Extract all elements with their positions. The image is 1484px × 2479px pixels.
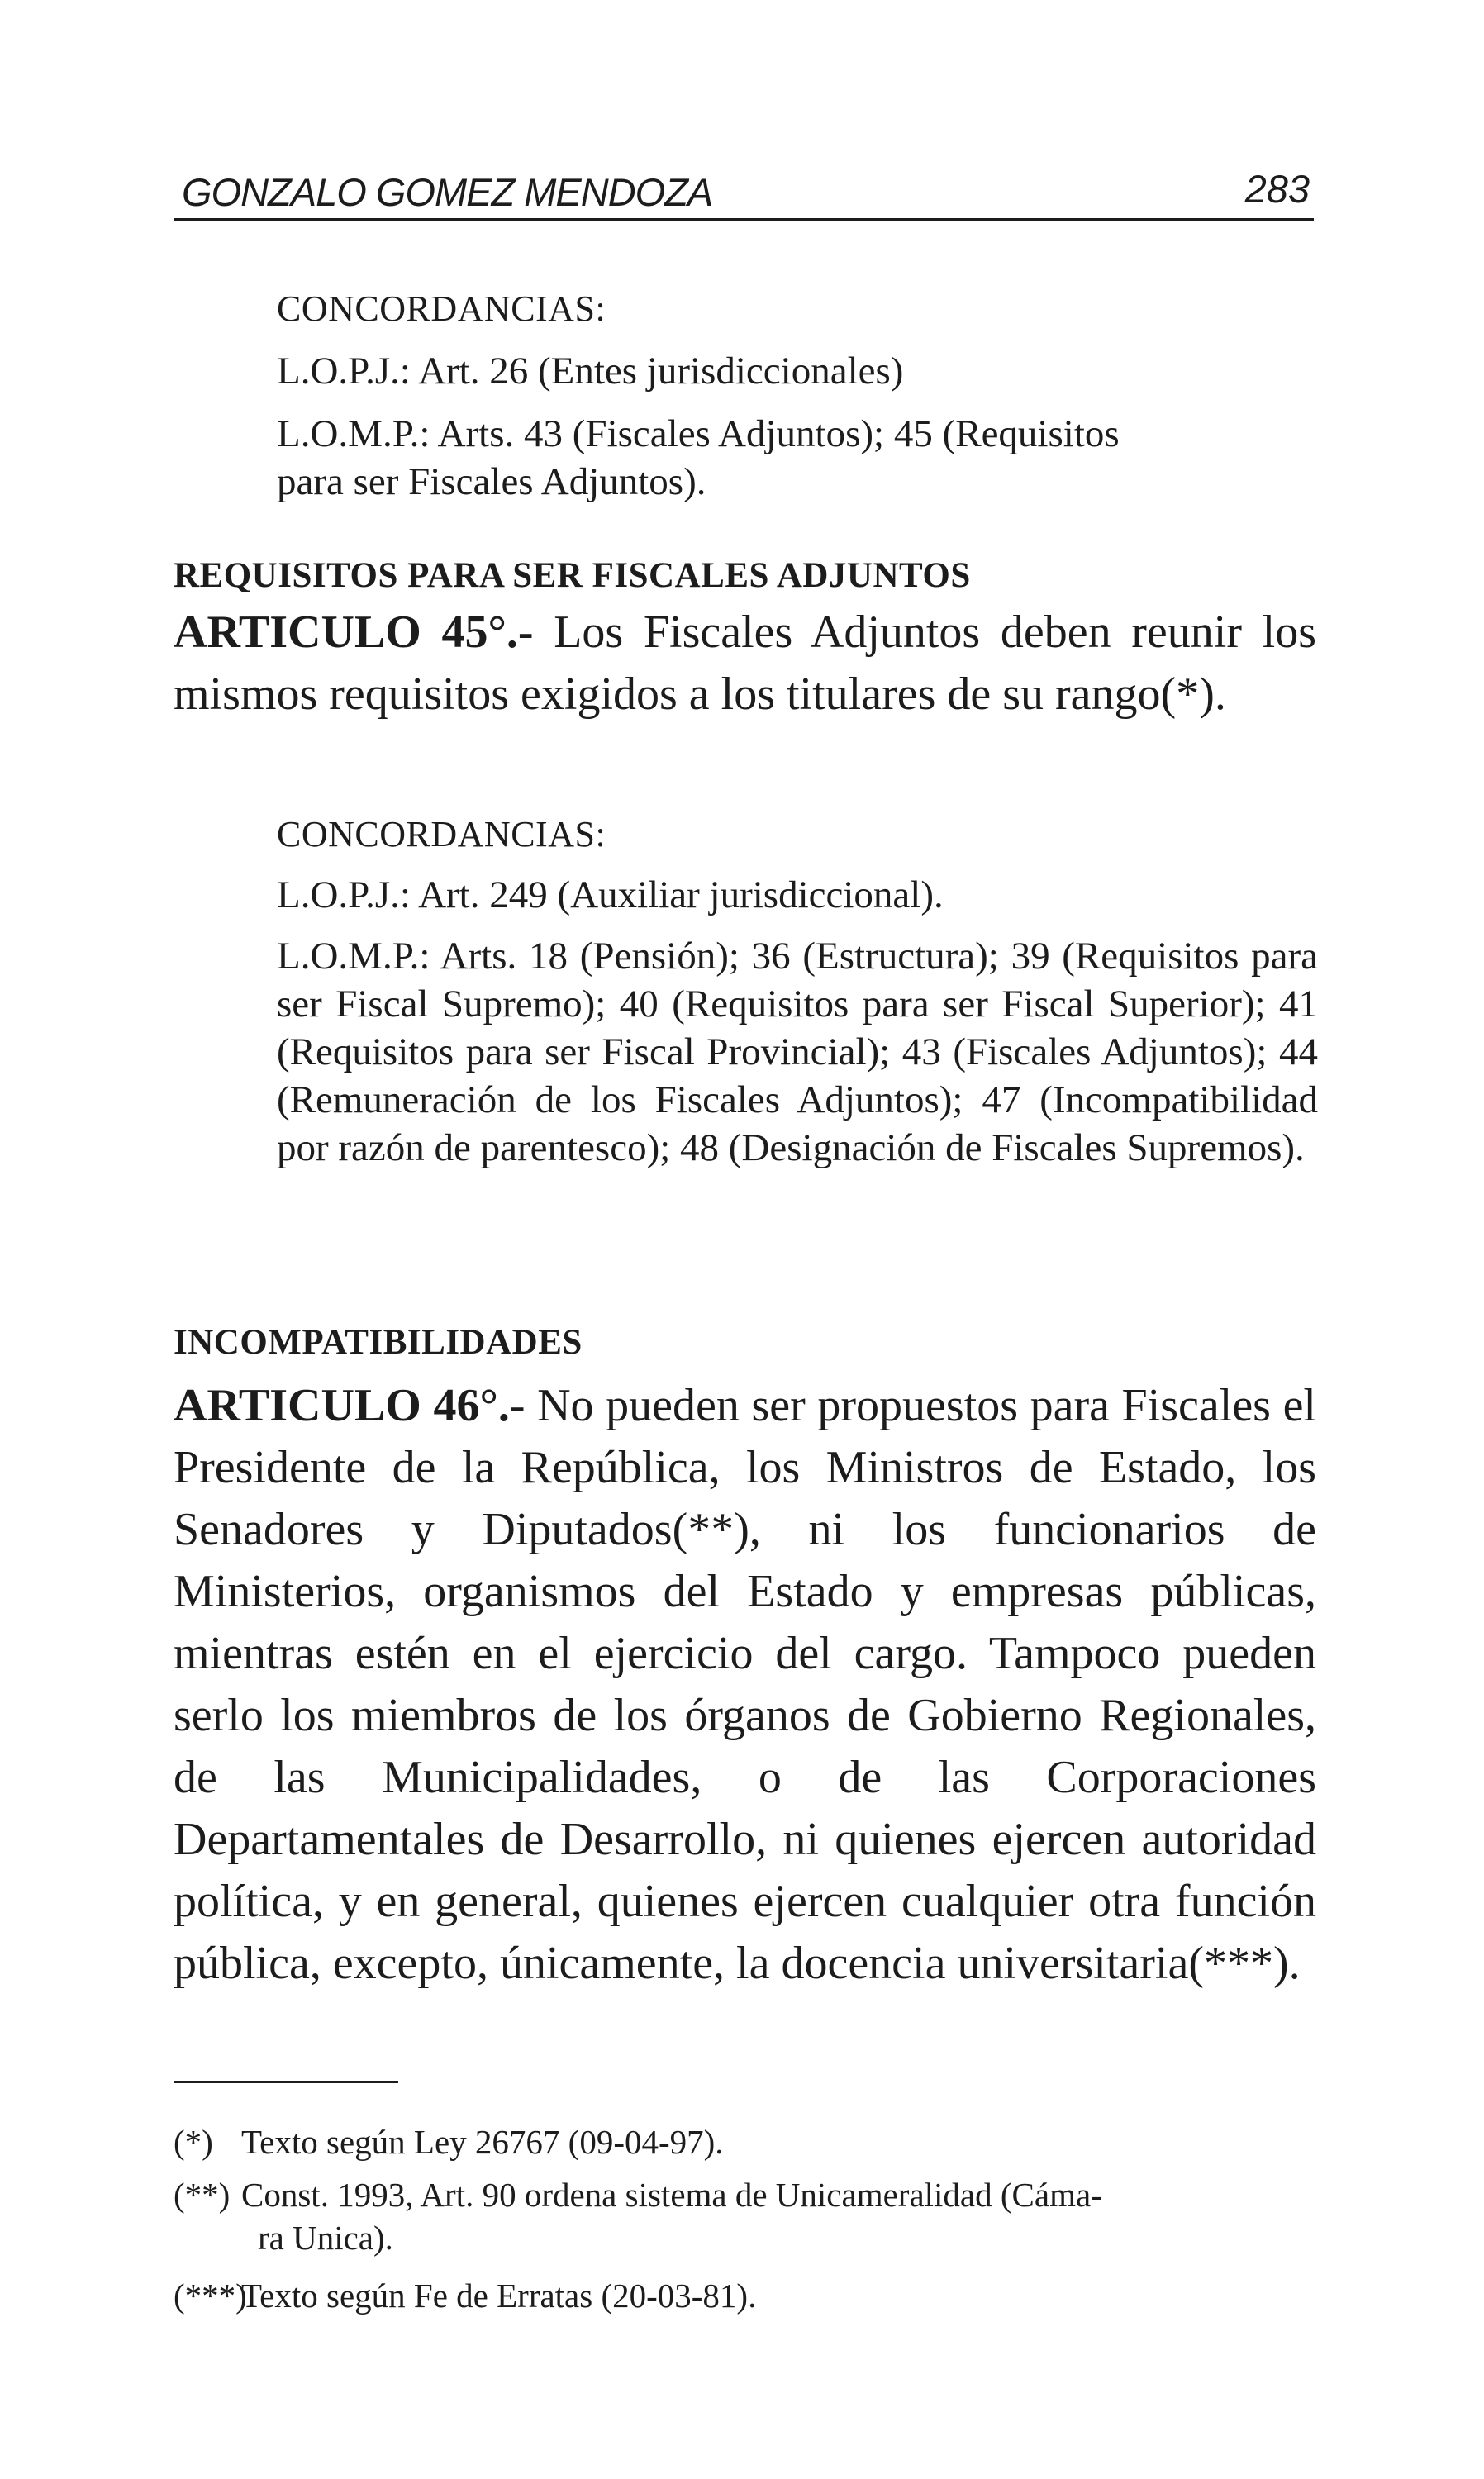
- footnote-3-mark: (***): [174, 2277, 247, 2315]
- concordancias-heading-2: CONCORDANCIAS:: [277, 814, 606, 854]
- article-46-text: No pueden ser propuestos para Fiscales el Presidente de la República, los Ministros de Estado, los Senadores y Diputados(**), ni los funcionarios de Ministerios, organismos del Estado y empresas públicas, mientras estén en el ejercicio del cargo. Tampoco pueden serlo los miembros de los órganos de Gobierno Regionales, de las Municipalidades, o de las Corporaciones Departamentales de Desarrollo, ni quienes ejercen autoridad política, y en general, quienes ejercen cualquier otra función pública, excepto, únicamente, la docencia universitaria(***).: [174, 1380, 1316, 1989]
- concordancia-lomp-1b: para ser Fiscales Adjuntos).: [277, 460, 706, 503]
- footnote-rule: [174, 2081, 398, 2083]
- section-title-incompatibilidades: INCOMPATIBILIDADES: [174, 1323, 583, 1362]
- header-author: GONZALO GOMEZ MENDOZA: [182, 170, 713, 214]
- footnote-1-text: Texto según Ley 26767 (09-04-97).: [241, 2123, 724, 2161]
- footnote-2-mark: (**): [174, 2176, 231, 2214]
- concordancia-lopj-1: L.O.P.J.: Art. 26 (Entes jurisdiccionales): [277, 350, 904, 393]
- footnote-2: [174, 2173, 1322, 2259]
- concordancia-lomp-1a: L.O.M.P.: Arts. 43 (Fiscales Adjuntos); 45 (Requisitos: [277, 412, 1120, 455]
- footnote-2-text: Const. 1993, Art. 90 ordena sistema de Unicameralidad (Cáma-: [241, 2176, 1102, 2214]
- concordancia-lopj-2: L.O.P.J.: Art. 249 (Auxiliar jurisdiccional).: [277, 873, 944, 916]
- article-46-paragraph: [174, 1375, 1316, 1995]
- running-header: [174, 164, 1314, 221]
- footnote-2-continuation: ra Unica).: [258, 2219, 393, 2257]
- footnote-3: [174, 2274, 1322, 2317]
- page-number: 283: [1244, 167, 1310, 211]
- article-45-text: Los Fiscales Adjuntos deben reunir los mismos requisitos exigidos a los titulares de su rango(*).: [174, 607, 1316, 720]
- article-45-label: ARTICULO 45°.-: [174, 607, 534, 658]
- section-title-requisitos: REQUISITOS PARA SER FISCALES ADJUNTOS: [174, 556, 971, 595]
- article-46-label: ARTICULO 46°.-: [174, 1380, 526, 1431]
- footnote-1-mark: (*): [174, 2123, 213, 2161]
- concordancias-heading-1: CONCORDANCIAS:: [277, 288, 606, 329]
- header-rule: [174, 218, 1314, 221]
- article-45-paragraph: [174, 602, 1316, 726]
- footnote-3-text: Texto según Fe de Erratas (20-03-81).: [241, 2277, 757, 2315]
- footnote-1: [174, 2120, 1322, 2163]
- concordancia-lomp-2: L.O.M.P.: Arts. 18 (Pensión); 36 (Estructura); 39 (Requisitos para ser Fiscal Supremo); 40 (Requisitos para ser Fiscal Superior); 41 (Requisitos para ser Fiscal Provincial); 43 (Fiscales Adjuntos); 44 (Remuneración de los Fiscales Adjuntos); 47 (Incompatibilidad por razón de parentesco); 48 (Designación de Fiscales Supremos).: [277, 935, 1318, 1169]
